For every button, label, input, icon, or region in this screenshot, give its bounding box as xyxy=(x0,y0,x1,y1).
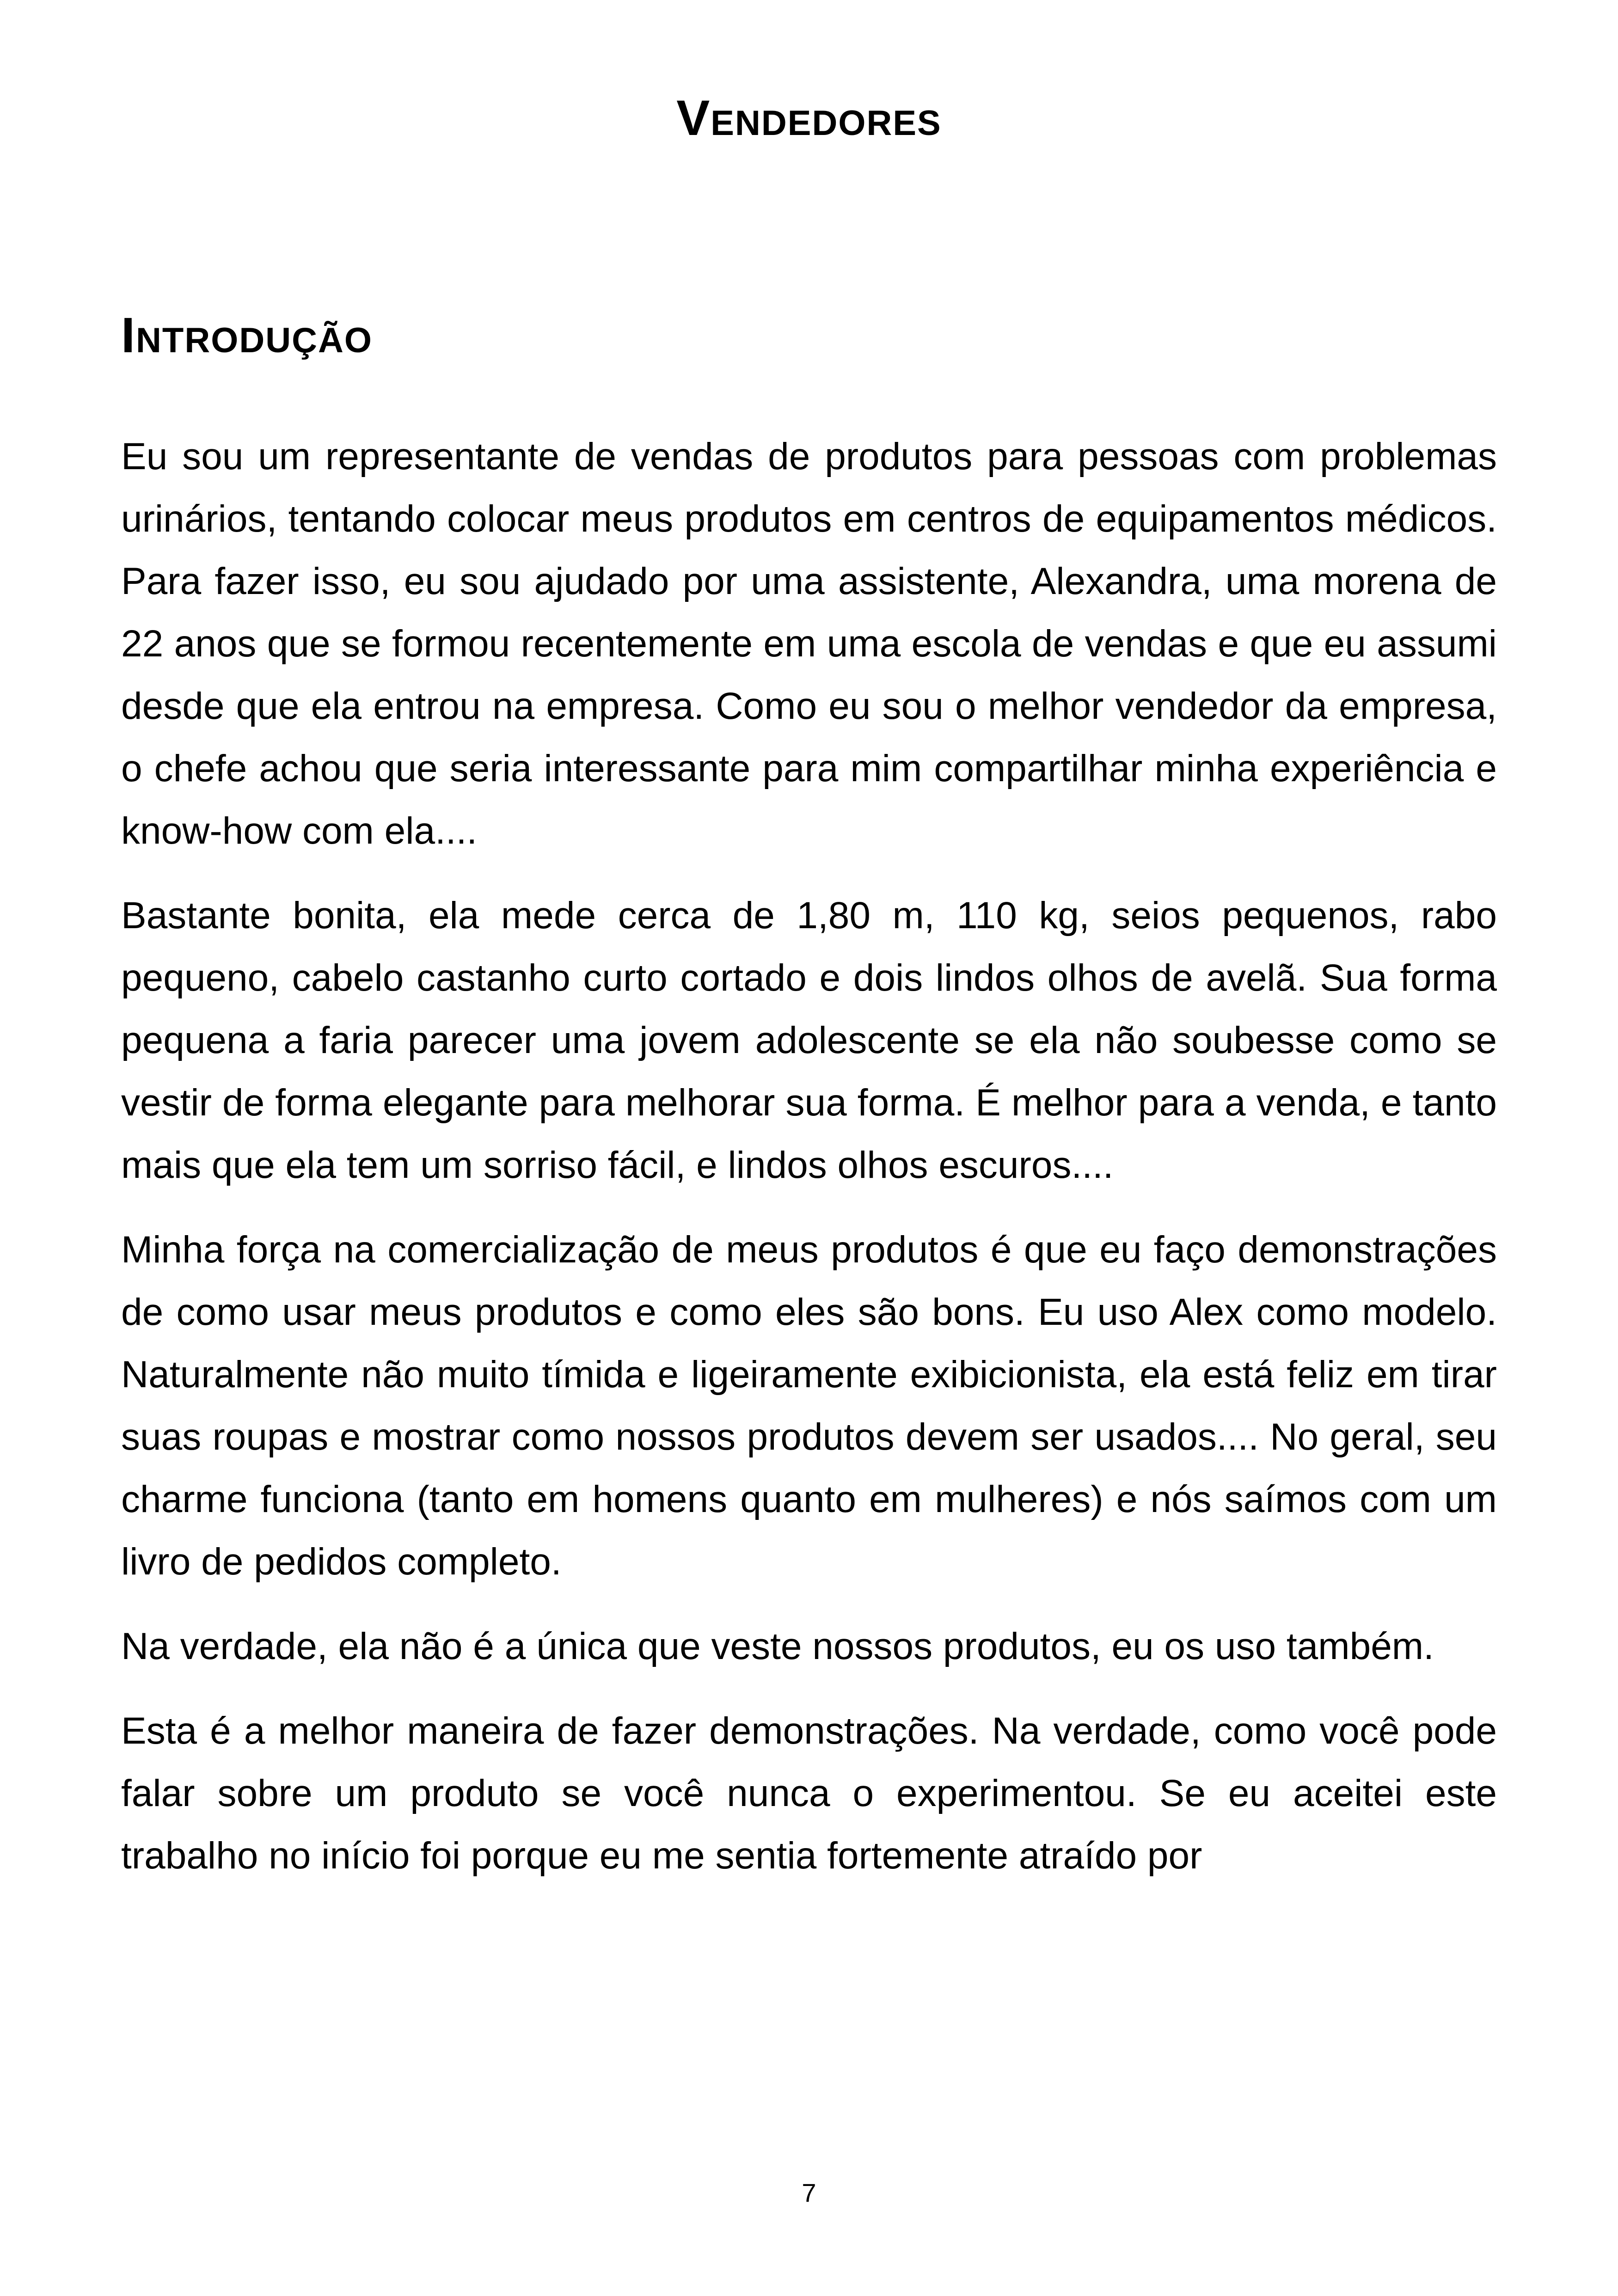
paragraph-5: Esta é a melhor maneira de fazer demonstrações. Na verdade, como você pode falar sobre um produto se você nunca o experimentou. Se eu aceitei este trabalho no início foi porque eu me sentia fortemente atraído por xyxy=(121,1710,1497,1877)
paragraph-1: Eu sou um representante de vendas de produtos para pessoas com problemas urinários, tentando colocar meus produtos em centros de equipamentos médicos. Para fazer isso, eu sou ajudado por uma assistente, Alexandra, uma morena de 22 anos que se formou recentemente em uma escola de vendas e que eu assumi desde que ela entrou na empresa. Como eu sou o melhor vendedor da empresa, o chefe achou que seria interessante para mim compartilhar minha experiência e know-how com ela.... xyxy=(121,435,1497,852)
page-number: 7 xyxy=(802,2178,816,2207)
paragraph-2: Bastante bonita, ela mede cerca de 1,80 m, 110 kg, seios pequenos, rabo pequeno, cabelo castanho curto cortado e dois lindos olhos de avelã. Sua forma pequena a faria parecer uma jovem adolescente se ela não soubesse como se vestir de forma elegante para melhorar sua forma. É melhor para a venda, e tanto mais que ela tem um sorriso fácil, e lindos olhos escuros.... xyxy=(121,894,1497,1186)
paragraph-4: Na verdade, ela não é a única que veste nossos produtos, eu os uso também. xyxy=(121,1625,1434,1667)
body-text xyxy=(121,425,1497,1909)
page-title: Vendedores xyxy=(676,90,942,146)
section-heading: Introdução xyxy=(121,307,373,363)
paragraph-3: Minha força na comercialização de meus produtos é que eu faço demonstrações de como usar meus produtos e como eles são bons. Eu uso Alex como modelo. Naturalmente não muito tímida e ligeiramente exibicionista, ela está feliz em tirar suas roupas e mostrar como nossos produtos devem ser usados.... No geral, seu charme funciona (tanto em homens quanto em mulheres) e nós saímos com um livro de pedidos completo. xyxy=(121,1229,1497,1583)
